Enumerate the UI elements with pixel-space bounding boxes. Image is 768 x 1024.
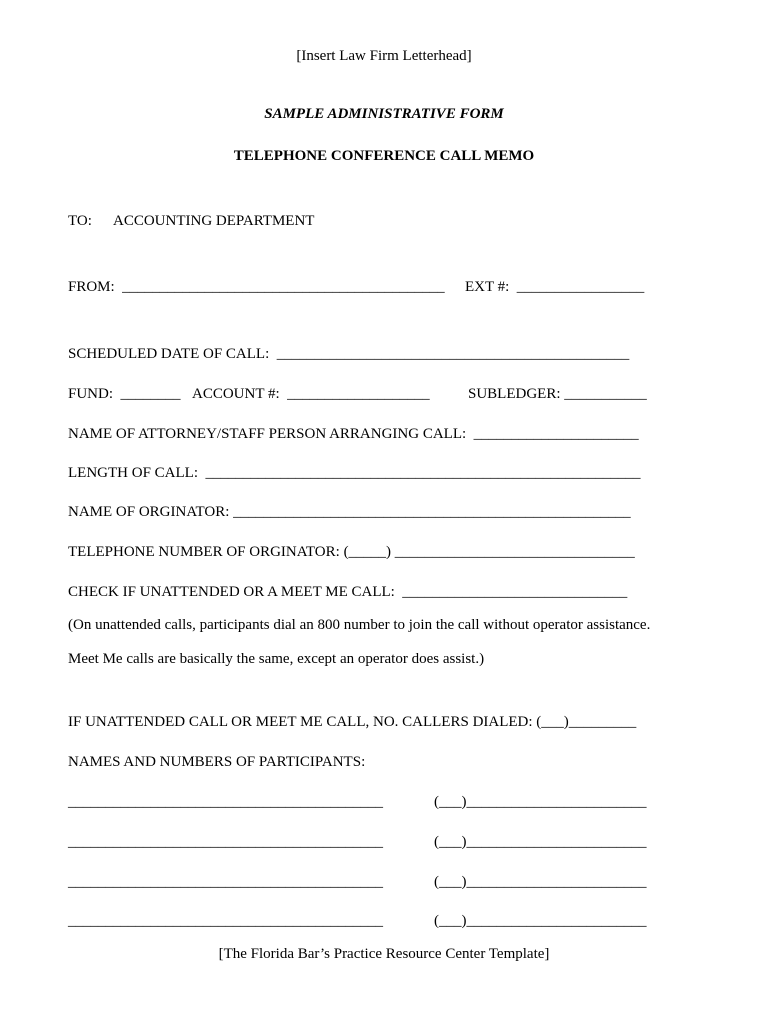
originator-field: NAME OF ORGINATOR: _____________________________________________________ bbox=[68, 504, 631, 520]
participants-heading: NAMES AND NUMBERS OF PARTICIPANTS: bbox=[68, 754, 366, 770]
note-line-1: (On unattended calls, participants dial an 800 number to join the call without operator assistance. bbox=[68, 617, 651, 633]
callers-dialed-field: IF UNATTENDED CALL OR MEET ME CALL, NO. CALLERS DIALED: (___)_________ bbox=[68, 714, 637, 730]
subledger-field: SUBLEDGER: ___________ bbox=[468, 386, 647, 402]
footer-template-credit: [The Florida Bar’s Practice Resource Center Template] bbox=[218, 946, 550, 962]
to-value: ACCOUNTING DEPARTMENT bbox=[113, 213, 315, 229]
note-line-2: Meet Me calls are basically the same, except an operator does assist.) bbox=[68, 651, 485, 667]
participant-name-line: __________________________________________ bbox=[68, 794, 383, 810]
length-field: LENGTH OF CALL: __________________________________________________________ bbox=[68, 465, 641, 481]
participant-name-line: __________________________________________ bbox=[68, 874, 383, 890]
form-type-heading: SAMPLE ADMINISTRATIVE FORM bbox=[264, 106, 504, 122]
from-field: FROM: ___________________________________________ bbox=[68, 279, 445, 295]
originator-phone-field: TELEPHONE NUMBER OF ORGINATOR: (_____) ________________________________ bbox=[68, 544, 635, 560]
memo-title: TELEPHONE CONFERENCE CALL MEMO bbox=[233, 148, 535, 164]
fund-field: FUND: ________ bbox=[68, 386, 181, 402]
participant-name-line: __________________________________________ bbox=[68, 834, 383, 850]
account-field: ACCOUNT #: ___________________ bbox=[192, 386, 430, 402]
attorney-field: NAME OF ATTORNEY/STAFF PERSON ARRANGING CALL: ______________________ bbox=[68, 426, 639, 442]
participant-number-line: (___)________________________ bbox=[434, 913, 647, 929]
participant-number-line: (___)________________________ bbox=[434, 834, 647, 850]
letterhead-placeholder: [Insert Law Firm Letterhead] bbox=[296, 48, 472, 64]
to-label: TO: bbox=[68, 213, 92, 229]
ext-field: EXT #: _________________ bbox=[465, 279, 645, 295]
participant-number-line: (___)________________________ bbox=[434, 874, 647, 890]
unattended-check-field: CHECK IF UNATTENDED OR A MEET ME CALL: ______________________________ bbox=[68, 584, 628, 600]
participant-name-line: __________________________________________ bbox=[68, 913, 383, 929]
participant-number-line: (___)________________________ bbox=[434, 794, 647, 810]
scheduled-date-field: SCHEDULED DATE OF CALL: _______________________________________________ bbox=[68, 346, 630, 362]
